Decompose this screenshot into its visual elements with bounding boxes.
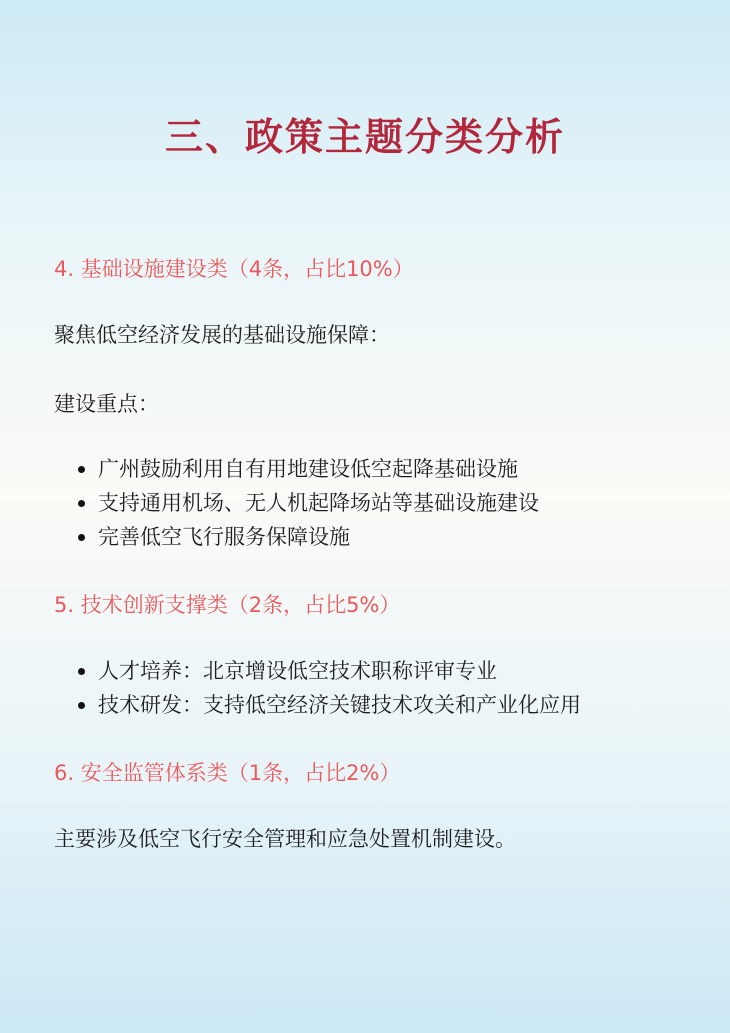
list-item-text: 完善低空飞行服务保障设施	[98, 525, 350, 549]
list-item	[78, 654, 581, 688]
section-6-heading: 6. 安全监管体系类（1条，占比2%）	[54, 761, 401, 785]
list-item-text: 支持通用机场、无人机起降场站等基础设施建设	[98, 491, 539, 515]
list-item	[78, 452, 539, 486]
list-item-text: 广州鼓励利用自有用地建设低空起降基础设施	[98, 457, 518, 481]
list-item-text: 技术研发：支持低空经济关键技术攻关和产业化应用	[98, 693, 581, 717]
list-item-text: 人才培养：北京增设低空技术职称评审专业	[98, 659, 497, 683]
bullet-icon	[78, 702, 85, 709]
section-4-bullet-list	[78, 452, 539, 554]
bullet-icon	[78, 668, 85, 675]
list-item	[78, 486, 539, 520]
section-5-bullet-list	[78, 654, 581, 722]
section-4-subheading: 建设重点：	[54, 392, 159, 416]
page-title: 三、政策主题分类分析	[164, 115, 565, 159]
section-4-intro: 聚焦低空经济发展的基础设施保障：	[54, 323, 390, 347]
list-item	[78, 688, 581, 722]
list-item	[78, 520, 539, 554]
section-6-text: 主要涉及低空飞行安全管理和应急处置机制建设。	[54, 827, 516, 851]
section-4-heading: 4. 基础设施建设类（4条，占比10%）	[54, 257, 414, 281]
bullet-icon	[78, 500, 85, 507]
section-5-heading: 5. 技术创新支撑类（2条，占比5%）	[54, 593, 401, 617]
bullet-icon	[78, 466, 85, 473]
bullet-icon	[78, 534, 85, 541]
